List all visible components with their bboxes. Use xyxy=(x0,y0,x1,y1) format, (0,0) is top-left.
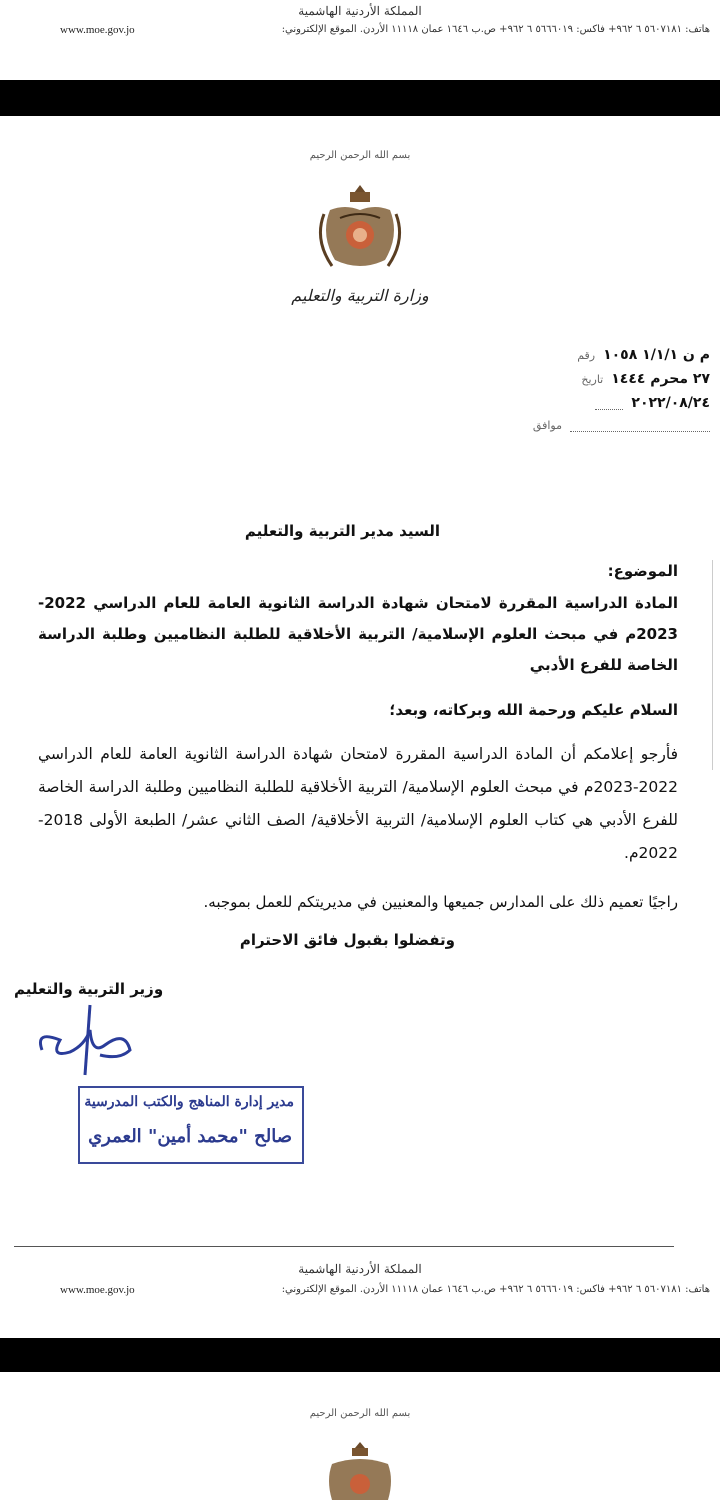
basmala-calligraphy: بسم الله الرحمن الرحيم xyxy=(309,150,411,161)
date-label: تاريخ xyxy=(581,372,604,386)
closing-line: وتفضلوا بقبول فائق الاحترام xyxy=(239,931,455,949)
header-contact: هاتف: ٥٦٠٧١٨١ ٦ ٩٦٢+ فاكس: ٥٦٦٦٠١٩ ٦ ٩٦٢+ ص.ب ١٦٤٦ عمان ١١١١٨ الأردن. الموقع الإلكتروني: xyxy=(281,24,710,35)
hijri-date-row xyxy=(581,368,710,390)
addressee: السيد مدير التربية والتعليم xyxy=(244,522,440,540)
dotted-line xyxy=(570,419,710,432)
letter-body: فأرجو إعلامكم أن المادة الدراسية المقررة لامتحان شهادة الدراسة الثانوية العامة للعام الدراسي 2022-2023م في مبحث العلوم الإسلامية/ التربية الأخلاقية للطلبة النظاميين وطلبة الدراسة الخاصة للفرع الأدبي هي كتاب العلوم الإسلامية/ التربية الأخلاقية/ الصف الثاني عشر/ الطبعة الأولى 2018-2022م. xyxy=(38,745,678,862)
reference-number-row xyxy=(577,344,710,366)
reference-number: م ن ١/١/١ ١٠٥٨ xyxy=(603,347,710,363)
gregorian-date-row xyxy=(595,392,710,414)
official-stamp xyxy=(78,1086,304,1164)
header-kingdom: المملكة الأردنية الهاشمية xyxy=(298,4,422,18)
greeting: السلام عليكم ورحمة الله وبركاته، وبعد؛ xyxy=(389,701,678,719)
hijri-date: ٢٧ محرم ١٤٤٤ xyxy=(611,371,710,387)
header-website-link[interactable]: www.moe.gov.jo xyxy=(60,24,135,36)
stamp-name: صالح "محمد أمين" العمري xyxy=(88,1126,292,1147)
footer-website-link[interactable]: www.moe.gov.jo xyxy=(60,1284,135,1296)
next-page-basmala: بسم الله الرحمن الرحيم xyxy=(309,1408,411,1419)
page-edge xyxy=(712,560,719,770)
signatory-title: وزير التربية والتعليم xyxy=(14,980,164,998)
footer-kingdom: المملكة الأردنية الهاشمية xyxy=(298,1262,422,1276)
subject-label: الموضوع: xyxy=(607,562,678,580)
coat-of-arms-emblem xyxy=(310,180,410,275)
page-separator xyxy=(0,80,720,116)
dotted-line xyxy=(595,397,623,410)
request-line: راجيًا تعميم ذلك على المدارس جميعها والمعنيين في مديريتكم للعمل بموجبه. xyxy=(203,893,678,911)
gregorian-date: ٢٠٢٢/٠٨/٢٤ xyxy=(631,395,710,411)
corresponding-label: موافق xyxy=(532,418,562,432)
subject-text: المادة الدراسية المقررة لامتحان شهادة الدراسة الثانوية العامة للعام الدراسي 2022-2023م في مبحث العلوم الإسلامية/ التربية الأخلاقية للطلبة النظاميين وطلبة الدراسة الخاصة للفرع الأدبي xyxy=(38,594,678,674)
corresponding-row xyxy=(533,414,710,436)
footer-divider xyxy=(14,1246,674,1247)
handwritten-signature xyxy=(30,1000,150,1080)
next-page-emblem xyxy=(318,1440,402,1500)
stamp-title: مدير إدارة المناهج والكتب المدرسية xyxy=(84,1094,294,1110)
reference-number-label: رقم xyxy=(577,348,596,362)
ministry-name-logo: وزارة التربية والتعليم xyxy=(291,286,429,305)
footer-contact: هاتف: ٥٦٠٧١٨١ ٦ ٩٦٢+ فاكس: ٥٦٦٦٠١٩ ٦ ٩٦٢+ ص.ب ١٦٤٦ عمان ١١١١٨ الأردن. الموقع الإلكتروني: xyxy=(281,1284,710,1295)
page-separator xyxy=(0,1338,720,1372)
